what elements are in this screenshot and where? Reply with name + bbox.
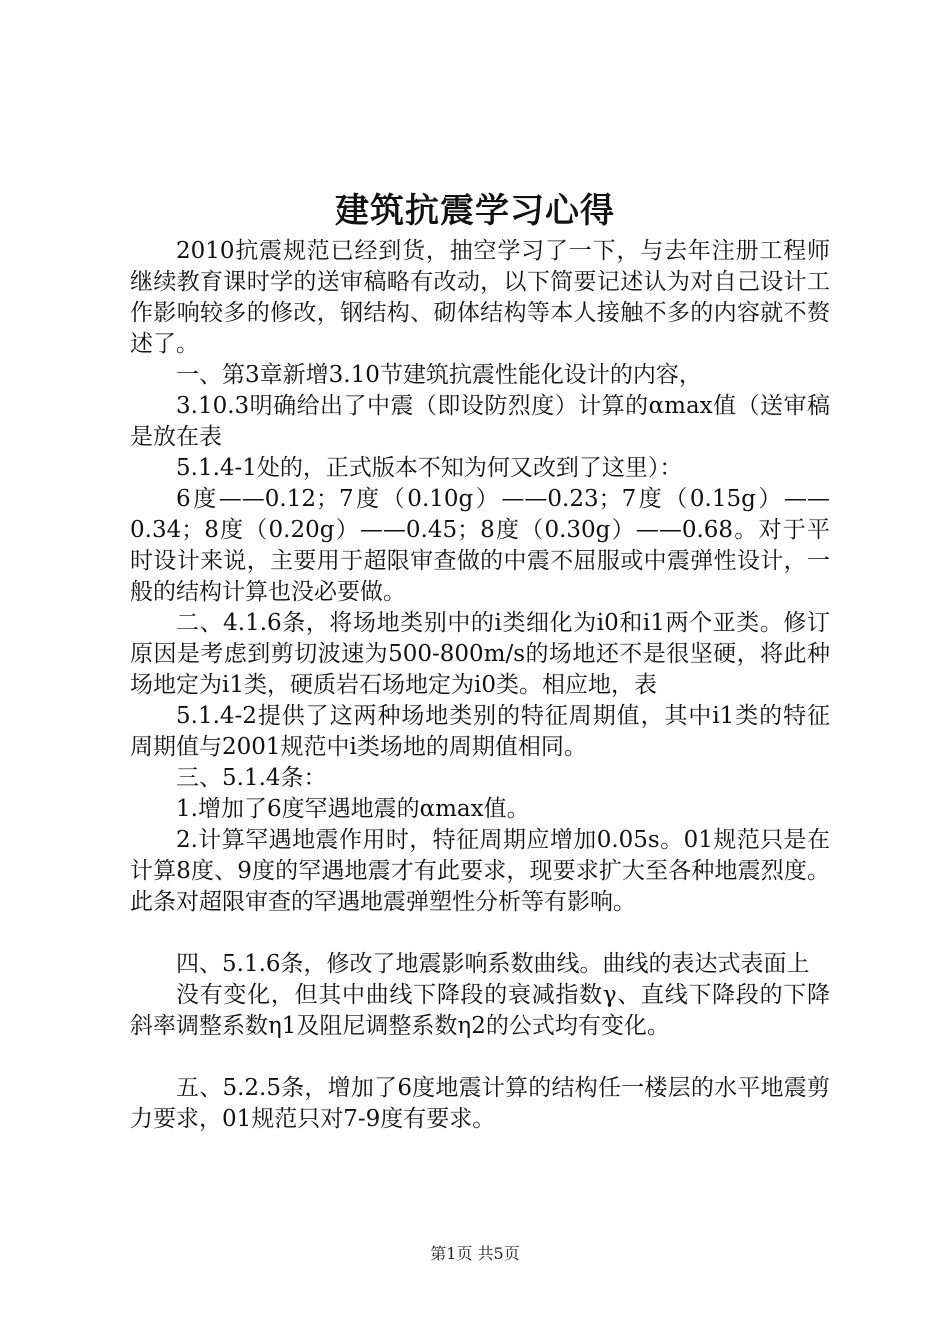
paragraph: 三、5.1.4条： [176,765,327,791]
paragraph: 1.增加了6度罕遇地震的αmax值。 [176,796,530,822]
paragraph: 2010抗震规范已经到货，抽空学习了一下，与去年注册工程师继续教育课时学的送审稿略有改动，以下简要记述认为对自己设计工作影响较多的修改，钢结构、砌体结构等本人接触不多的内容就不赘述了。 [130,238,830,357]
paragraph: 四、5.1.6条，修改了地震影响系数曲线。曲线的表达式表面上 [176,951,810,977]
paragraph: 没有变化，但其中曲线下降段的衰减指数γ、直线下降段的下降斜率调整系数η1及阻尼调整系数η2的公式均有变化。 [130,982,830,1039]
paragraph: 5.1.4-1处的，正式版本不知为何又改到了这里）： [176,455,683,481]
paragraph: 五、5.2.5条，增加了6度地震计算的结构任一楼层的水平地震剪力要求，01规范只对7-9度有要求。 [130,1075,830,1132]
document-body [130,236,830,1135]
paragraph: 5.1.4-2提供了这两种场地类别的特征周期值，其中i1类的特征周期值与2001规范中i类场地的周期值相同。 [130,703,830,760]
paragraph: 一、第3章新增3.10节建筑抗震性能化设计的内容， [176,362,702,388]
paragraph: 3.10.3明确给出了中震（即设防烈度）计算的αmax值（送审稿是放在表 [130,393,830,450]
paragraph: 6度——0.12；7度（0.10g）——0.23；7度（0.15g）——0.34；8度（0.20g）——0.45；8度（0.30g）——0.68。对于平时设计来说，主要用于超限审查做的中震不屈服或中震弹性设计，一般的结构计算也没必要做。 [130,486,830,605]
document-title: 建筑抗震学习心得 [335,191,615,231]
page-footer: 第1页 共5页 [430,1244,520,1263]
paragraph: 2.计算罕遇地震作用时，特征周期应增加0.05s。01规范只是在计算8度、9度的罕遇地震才有此要求，现要求扩大至各种地震烈度。此条对超限审查的罕遇地震弹塑性分析等有影响。 [130,827,830,915]
paragraph: 二、4.1.6条，将场地类别中的i类细化为i0和i1两个亚类。修订原因是考虑到剪切波速为500-800m/s的场地还不是很坚硬，将此种场地定为i1类，硬质岩石场地定为i0类。相应地，表 [130,610,830,698]
